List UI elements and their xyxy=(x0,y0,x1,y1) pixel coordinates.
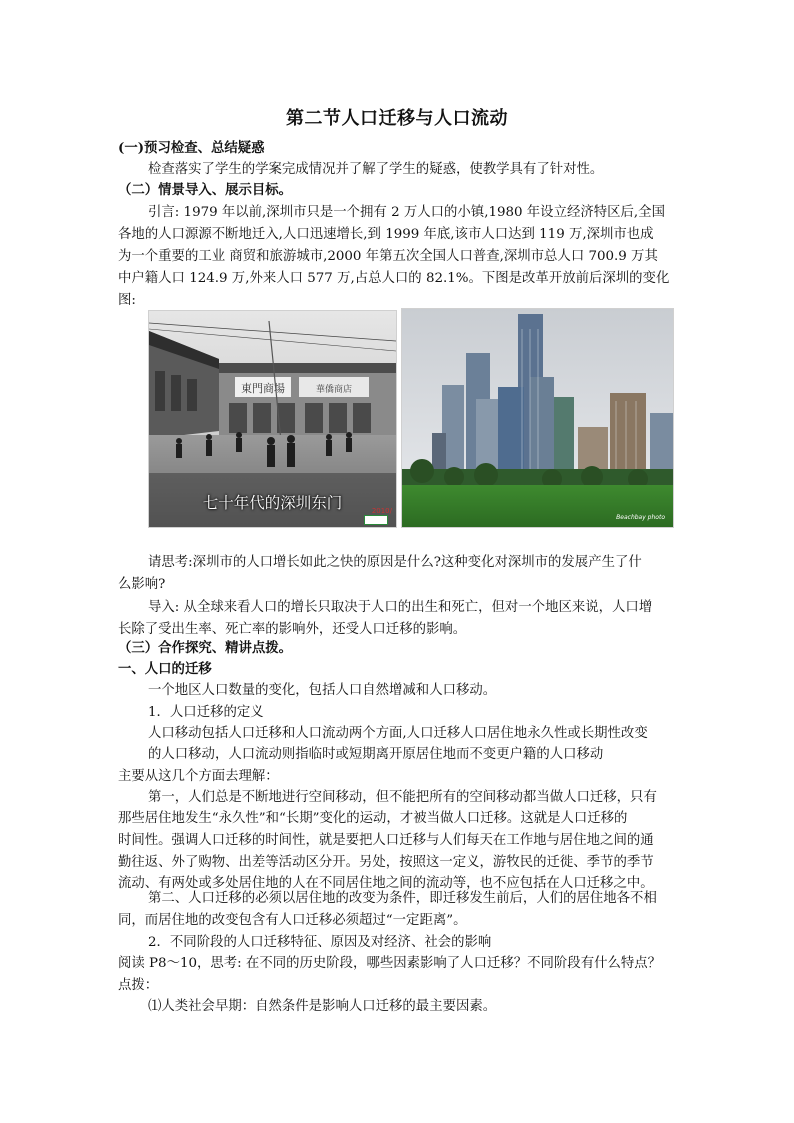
first-point-line-4: 勤往返、外了购物、出差等活动区分开。另处，按照这一定义，游牧民的迁徙、季节的季节 xyxy=(118,855,654,870)
second-point-line-1: 第二、人口迁移的必须以居住地的改变为条件，即迁移发生前后，人们的居住地各不相 xyxy=(148,891,657,906)
point-label: 点拨： xyxy=(118,978,159,993)
photo-left-caption: 七十年代的深圳东门 xyxy=(202,494,343,512)
subheading-definition: 1．人口迁移的定义 xyxy=(148,705,264,720)
skyline-image xyxy=(402,309,673,527)
definition-line-2: 的人口移动，人口流动则指临时或短期离开原居住地而不变更户籍的人口移动 xyxy=(148,747,604,762)
section-1-heading: (一)预习检查、总结疑惑 xyxy=(118,140,265,156)
svg-text:華僑商店: 華僑商店 xyxy=(315,385,353,395)
intro-line-2: 各地的人口源源不断地迁入,人口迅速增长,到 1999 年底,该市人口达到 119 万,深圳市也成 xyxy=(118,227,654,242)
lead-line-1: 导入: 从全球来看人口的增长只取决于人口的出生和死亡，但对一个地区来说，人口增 xyxy=(148,600,653,615)
first-point-line-1: 第一，人们总是不断地进行空间移动，但不能把所有的空间移动都当做人口迁移，只有 xyxy=(148,790,657,805)
section-2-heading: （二）情景导入、展示目标。 xyxy=(118,182,293,198)
definition-line-1: 人口移动包括人口迁移和人口流动两个方面,人口迁移人口居住地永久性或长期性改变 xyxy=(148,726,648,741)
intro-line-5: 图: xyxy=(118,293,136,308)
think-line-2: 么影响? xyxy=(118,577,166,592)
intro-line-3: 为一个重要的工业 商贸和旅游城市,2000 年第五次全国人口普查,深圳市总人口 700.9 万其 xyxy=(118,249,658,264)
main-points-line: 主要从这几个方面去理解： xyxy=(118,769,279,784)
photo-dongmen-1970s xyxy=(148,310,397,528)
intro-line-4: 中户籍人口 124.9 万,外来人口 577 万,占总人口的 82.1%。下图是改革开放前后深圳的变化 xyxy=(118,271,670,286)
page-title: 第二节人口迁移与人口流动 xyxy=(286,108,508,129)
stage-item-1: ⑴人类社会早期：自然条件是影响人口迁移的最主要因素。 xyxy=(148,999,497,1014)
photo-right-credit: Beachbay photo xyxy=(616,514,665,521)
first-point-line-5: 流动、有两处或多处居住地的人在不同居住地之间的流动等，也不应包括在人口迁移之中。 xyxy=(118,876,654,891)
part-1-text: 一个地区人口数量的变化，包括人口自然增减和人口移动。 xyxy=(148,683,497,698)
section-1-text: 检查落实了学生的学案完成情况并了解了学生的疑惑，使教学具有了针对性。 xyxy=(148,162,604,177)
reading-question-line: 阅读 P8～10，思考: 在不同的历史阶段，哪些因素影响了人口迁移？不同阶段有什么特点？ xyxy=(118,956,662,971)
lead-line-2: 长除了受出生率、死亡率的影响外，还受人口迁移的影响。 xyxy=(118,622,467,637)
subheading-stages: 2．不同阶段的人口迁移特征、原因及对经济、社会的影响 xyxy=(148,935,492,950)
first-point-line-2: 那些居住地发生“永久性”和“长期”变化的运动，才被当做人口迁移。这就是人口迁移的 xyxy=(118,811,628,826)
part-1-heading: 一、人口的迁移 xyxy=(118,661,212,677)
second-point-line-2: 同，而居住地的改变包含有人口迁移必须超过“一定距离”。 xyxy=(118,913,467,928)
section-3-heading: （三）合作探究、精讲点拨。 xyxy=(118,640,293,656)
intro-line-1: 引言: 1979 年以前,深圳市只是一个拥有 2 万人口的小镇,1980 年设立经济特区后,全国 xyxy=(148,205,665,220)
photo-left-year: 2010/ xyxy=(371,507,392,515)
photo-watermark-logo xyxy=(364,515,388,525)
photo-shenzhen-skyline xyxy=(401,308,674,528)
svg-text:東門商場: 東門商場 xyxy=(241,382,285,395)
first-point-line-3: 时间性。强调人口迁移的时间性，就是要把人口迁移与人们每天在工作地与居住地之间的通 xyxy=(118,833,654,848)
think-line-1: 请思考:深圳市的人口增长如此之快的原因是什么?这种变化对深圳市的发展产生了什 xyxy=(148,555,642,570)
